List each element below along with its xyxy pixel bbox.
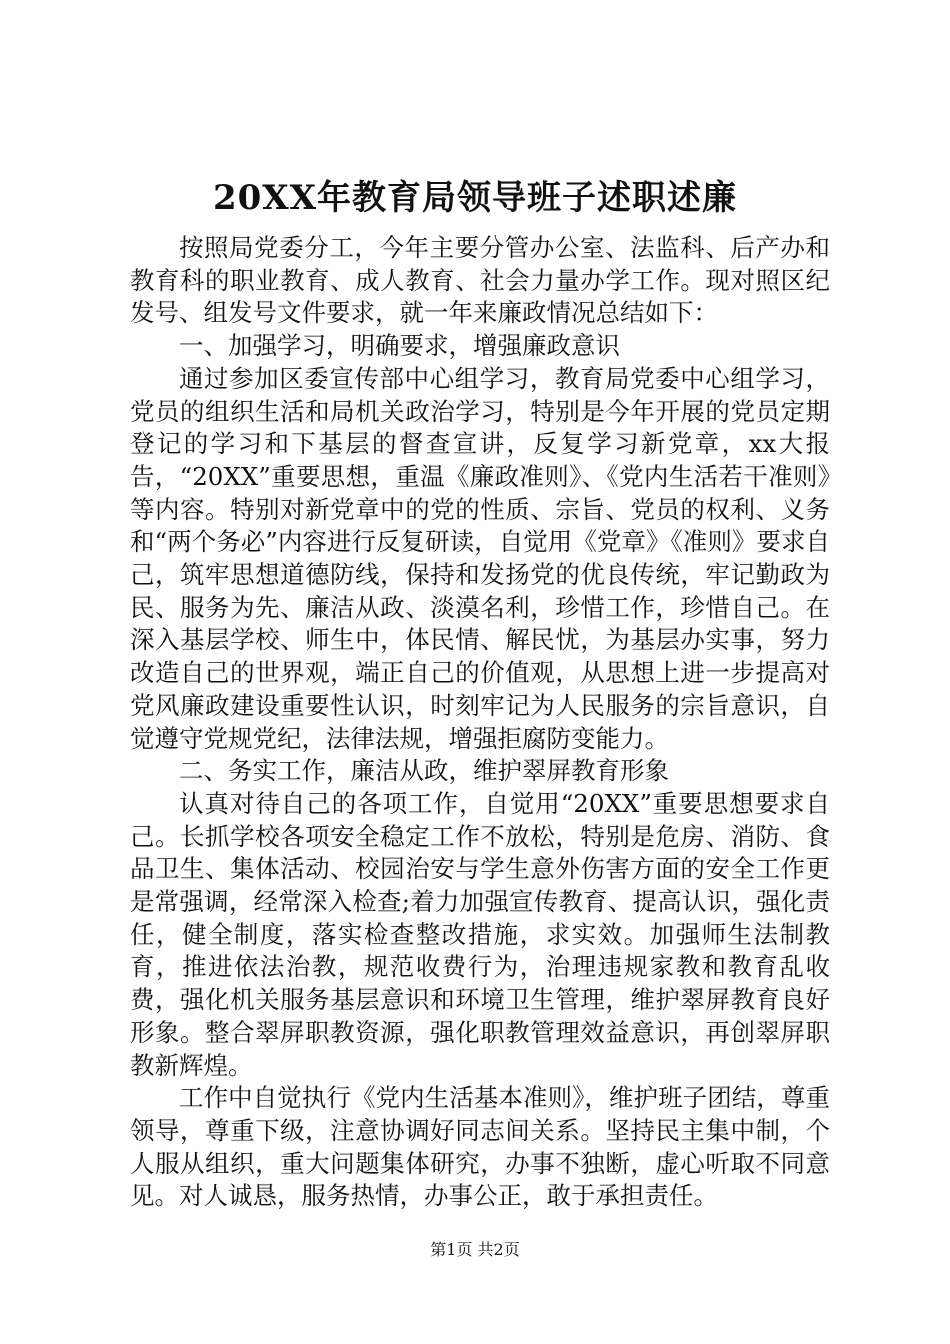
paragraph-intro: 按照局党委分工，今年主要分管办公室、法监科、后产办和教育科的职业教育、成人教育、社会力量办学工作。现对照区纪发号、组发号文件要求，就一年来廉政情况总结如下： — [130, 233, 830, 328]
paragraph-discipline: 工作中自觉执行《党内生活基本准则》，维护班子团结，尊重领导，尊重下级，注意协调好同志间关系。坚持民主集中制，个人服从组织，重大问题集体研究，办事不独断，虚心听取不同意见。对人诚恳，服务热情，办事公正，敢于承担责任。 — [130, 1083, 830, 1211]
paragraph-study: 通过参加区委宣传部中心组学习，教育局党委中心组学习，党员的组织生活和局机关政治学习，特别是今年开展的党员定期登记的学习和下基层的督查宣讲，反复学习新党章，xx大报告，“20XX”重要思想，重温《廉政准则》、《党内生活若干准则》等内容。特别对新党章中的党的性质、宗旨、党员的权利、义务和“两个务必”内容进行反复研读，自觉用《党章》《准则》要求自己，筑牢思想道德防线，保持和发扬党的优良传统，牢记勤政为民、服务为先、廉洁从政、淡漠名利，珍惜工作，珍惜自己。在深入基层学校、师生中，体民情、解民忧，为基层办实事，努力改造自己的世界观，端正自己的价值观，从思想上进一步提高对党风廉政建设重要性认识，时刻牢记为人民服务的宗旨意识，自觉遵守党规党纪，法律法规，增强拒腐防变能力。 — [130, 363, 830, 753]
paragraph-work: 认真对待自己的各项工作，自觉用“20XX”重要思想要求自己。长抓学校各项安全稳定工作不放松，特别是危房、消防、食品卫生、集体活动、校园治安与学生意外伤害方面的安全工作更是常强调，经常深入检查;着力加强宣传教育、提高认识，强化责任，健全制度，落实检查整改措施，求实效。加强师生法制教育，推进依法治教，规范收费行为，治理违规家教和教育乱收费，强化机关服务基层意识和环境卫生管理，维护翠屏教育良好形象。整合翠屏职教资源，强化职教管理效益意识，再创翠屏职教新辉煌。 — [130, 788, 830, 1080]
section-heading-2: 二、务实工作，廉洁从政，维护翠屏教育形象 — [179, 756, 669, 786]
document-body — [130, 232, 830, 1213]
page-number-footer: 第1页 共2页 — [430, 1240, 520, 1259]
section-heading-1: 一、加强学习，明确要求，增强廉政意识 — [179, 331, 620, 361]
document-title: 20XX年教育局领导班子述职述廉 — [212, 178, 738, 218]
